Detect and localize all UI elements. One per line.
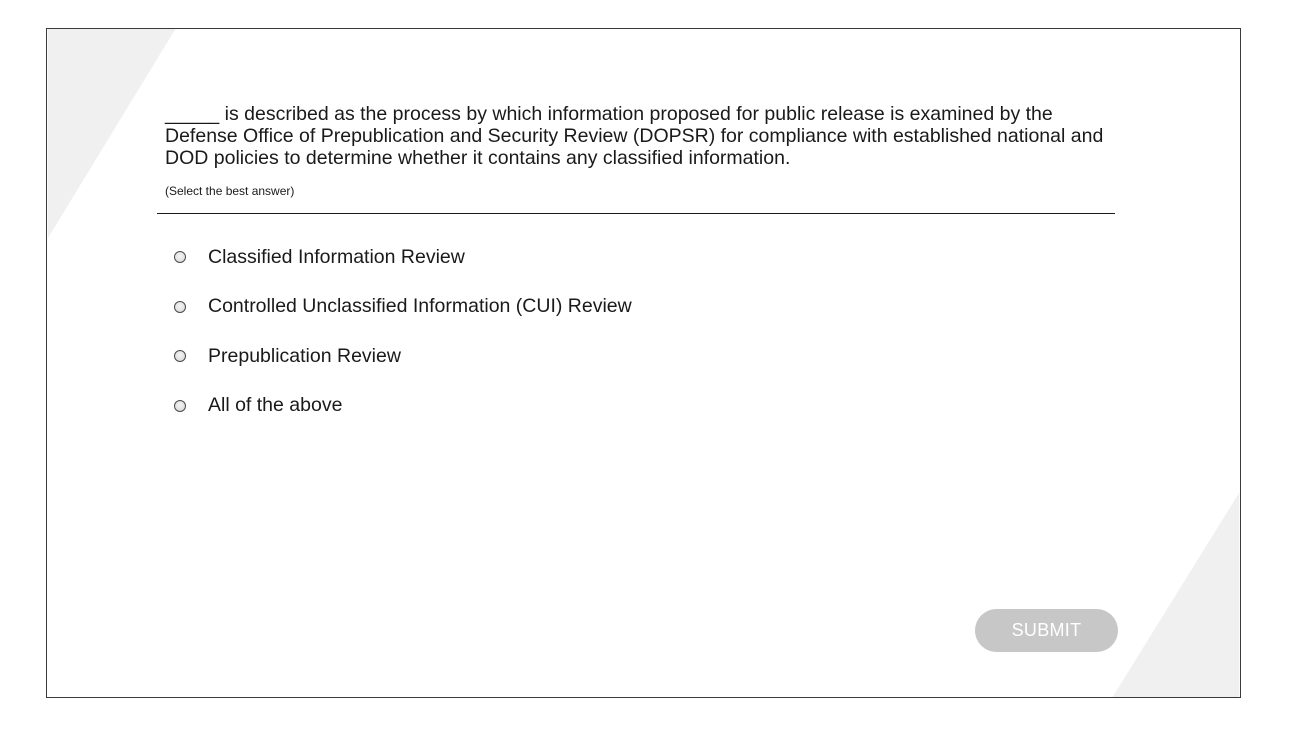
radio-button-icon[interactable] [174,350,186,362]
answer-option-1[interactable] [174,242,632,272]
radio-button-icon[interactable] [174,400,186,412]
radio-button-icon[interactable] [174,301,186,313]
answer-option-2[interactable] [174,292,632,322]
question-text: _____ is described as the process by which information proposed for public release is examined by the Defense Office of Prepublication and Security Review (DOPSR) for compliance with established national and DOD policies to determine whether it contains any classified information. [165,103,1104,169]
bottom-right-decor-triangle [1113,493,1240,697]
answer-option-3[interactable] [174,341,632,371]
answer-option-4[interactable] [174,391,632,421]
top-left-decor-triangle [48,29,176,238]
answer-option-label[interactable]: Controlled Unclassified Information (CUI) Review [208,295,632,317]
submit-button[interactable]: SUBMIT [975,609,1118,652]
answer-option-label[interactable]: Classified Information Review [208,245,465,268]
answer-option-label[interactable]: Prepublication Review [208,344,401,367]
radio-button-icon[interactable] [174,251,186,263]
answer-options [174,242,632,440]
question-divider [157,213,1115,214]
quiz-slide [46,28,1241,698]
answer-instruction: (Select the best answer) [165,184,295,198]
answer-option-label[interactable]: All of the above [208,394,343,416]
